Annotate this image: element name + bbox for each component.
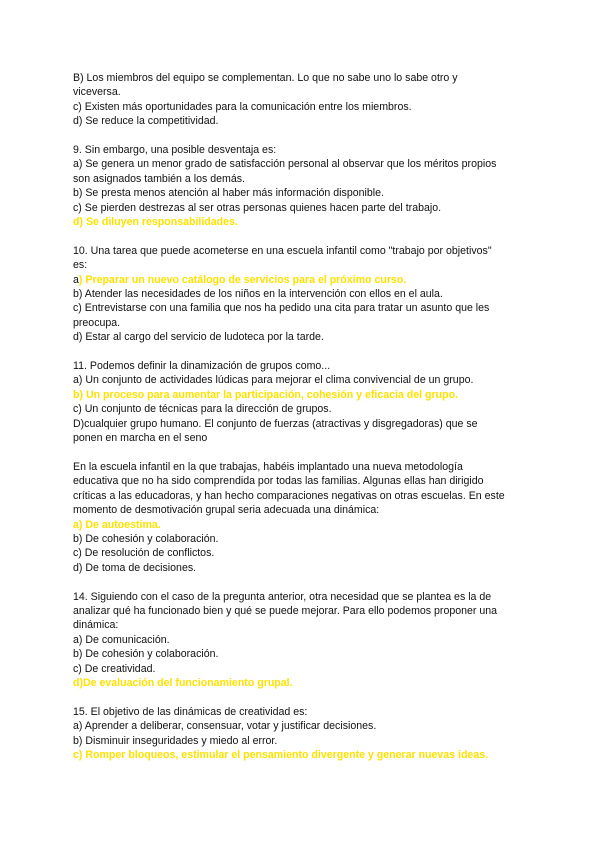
line-text: ) Preparar un nuevo catálogo de servicios para el próximo curso.: [78, 273, 407, 286]
line-text: 11. Podemos definir la dinamización de grupos como...: [73, 360, 331, 373]
line-text: 9. Sin embargo, una posible desventaja es:: [73, 144, 277, 157]
line-text: d) De toma de decisiones.: [73, 561, 197, 574]
question-block: [73, 244, 533, 345]
text-line: [73, 71, 533, 85]
line-text: educativa que no ha sido comprendida por todas las familias. Algunas ellas han dirigido: [73, 475, 484, 488]
text-line: [73, 258, 533, 272]
line-text: b) Atender las necesidades de los niños en la intervención con ellos en el aula.: [73, 288, 443, 301]
highlighted-answer-line: [73, 388, 533, 402]
line-text: dinámica:: [73, 619, 119, 632]
line-text: viceversa.: [73, 86, 121, 99]
text-line: [73, 417, 533, 431]
paragraph-gap: [73, 575, 533, 589]
question-block: [73, 359, 533, 445]
text-line: [73, 316, 533, 330]
text-line: [73, 705, 533, 719]
highlighted-answer-line: [73, 748, 533, 762]
line-text: críticas a las educadoras, y han hecho comparaciones negativas on otras escuelas. En este: [73, 489, 505, 502]
line-text: c) Un conjunto de técnicas para la dirección de grupos.: [73, 403, 332, 416]
text-line: [73, 590, 533, 604]
line-text: D)cualquier grupo humano. El conjunto de fuerzas (atractivas y disgregadoras) que se: [73, 417, 478, 430]
line-text: c) Existen más oportunidades para la comunicación entre los miembros.: [73, 100, 412, 113]
text-line: [73, 618, 533, 632]
text-line: [73, 301, 533, 315]
line-text: b) Se presta menos atención al haber más información disponible.: [73, 187, 384, 200]
line-text: En la escuela infantil en la que trabajas, habéis implantado una nueva metodología: [73, 460, 463, 473]
line-text: c) De resolución de conflictos.: [73, 547, 215, 560]
line-text: 15. El objetivo de las dinámicas de creatividad es:: [73, 705, 308, 718]
line-text: 14. Siguiendo con el caso de la pregunta anterior, otra necesidad que se plantea es la de: [73, 590, 492, 603]
highlighted-answer-line: [73, 215, 533, 229]
line-text: momento de desmotivación grupal seria adecuada una dinámica:: [73, 504, 380, 517]
line-text: a) De autoestima.: [73, 518, 161, 531]
question-block: [73, 71, 533, 129]
line-text: d) Se diluyen responsabilidades.: [73, 216, 238, 229]
highlighted-answer-line: [73, 676, 533, 690]
line-text: c) Romper bloqueos, estimular el pensamiento divergente y generar nuevas ideas.: [73, 749, 489, 761]
text-line: [73, 186, 533, 200]
document-body: [73, 71, 533, 762]
text-line: [73, 330, 533, 344]
line-text: b) Un proceso para aumentar la participación, cohesión y eficacia del grupo.: [73, 388, 459, 401]
line-text: d)De evaluación del funcionamiento grupal.: [73, 676, 293, 689]
text-line: [73, 734, 533, 748]
text-line: [73, 287, 533, 301]
line-text: b) De cohesión y colaboración.: [73, 648, 219, 661]
text-line: [73, 719, 533, 733]
highlighted-answer-line: [73, 518, 533, 532]
line-text: a) De comunicación.: [73, 633, 170, 646]
text-line: [73, 647, 533, 661]
question-block: [73, 460, 533, 575]
text-line: [73, 503, 533, 517]
text-line: [73, 489, 533, 503]
line-text: ponen en marcha en el seno: [73, 432, 208, 445]
text-line: [73, 85, 533, 99]
text-line: [73, 157, 533, 171]
text-line: [73, 604, 533, 618]
text-line: [73, 662, 533, 676]
line-text: b) Disminuir inseguridades y miedo al error.: [73, 734, 278, 747]
text-line: [73, 402, 533, 416]
question-block: [73, 590, 533, 691]
text-line: [73, 474, 533, 488]
line-text: B) Los miembros del equipo se complementan. Lo que no sabe uno lo sabe otro y: [73, 72, 458, 84]
line-text: son asignados también a los demás.: [73, 172, 245, 185]
paragraph-gap: [73, 229, 533, 243]
line-text: c) De creatividad.: [73, 662, 156, 675]
question-block: [73, 705, 533, 763]
text-line: [73, 431, 533, 445]
text-line: [73, 373, 533, 387]
text-line: [73, 244, 533, 258]
text-line: [73, 201, 533, 215]
question-block: [73, 143, 533, 229]
line-text: d) Se reduce la competitividad.: [73, 115, 219, 128]
text-line: [73, 532, 533, 546]
text-line: [73, 460, 533, 474]
text-line: [73, 561, 533, 575]
line-text: analizar qué ha funcionado bien y qué se puede mejorar. Para ello podemos proponer una: [73, 604, 498, 617]
line-text: a) Aprender a deliberar, consensuar, votar y justificar decisiones.: [73, 720, 377, 733]
line-text: preocupa.: [73, 316, 121, 329]
line-text: a) Un conjunto de actividades lúdicas para mejorar el clima convivencial de un grupo.: [73, 374, 474, 387]
line-text: d) Estar al cargo del servicio de ludoteca por la tarde.: [73, 331, 324, 344]
paragraph-gap: [73, 345, 533, 359]
line-text: es:: [73, 259, 88, 272]
text-line: [73, 633, 533, 647]
option-letter: a: [73, 273, 79, 286]
paragraph-gap: [73, 446, 533, 460]
text-line: [73, 172, 533, 186]
text-line: [73, 114, 533, 128]
line-text: b) De cohesión y colaboración.: [73, 532, 219, 545]
text-line: [73, 143, 533, 157]
line-text: 10. Una tarea que puede acometerse en una escuela infantil como "trabajo por objetivos": [73, 244, 492, 257]
paragraph-gap: [73, 129, 533, 143]
line-text: c) Entrevistarse con una familia que nos ha pedido una cita para tratar un asunto que les: [73, 302, 490, 315]
paragraph-gap: [73, 690, 533, 704]
text-line: [73, 100, 533, 114]
line-text: c) Se pierden destrezas al ser otras personas quienes hacen parte del trabajo.: [73, 201, 442, 214]
line-text: a) Se genera un menor grado de satisfacción personal al observar que los méritos propios: [73, 158, 497, 171]
text-line: [73, 359, 533, 373]
highlighted-answer-line: [73, 273, 533, 287]
text-line: [73, 546, 533, 560]
